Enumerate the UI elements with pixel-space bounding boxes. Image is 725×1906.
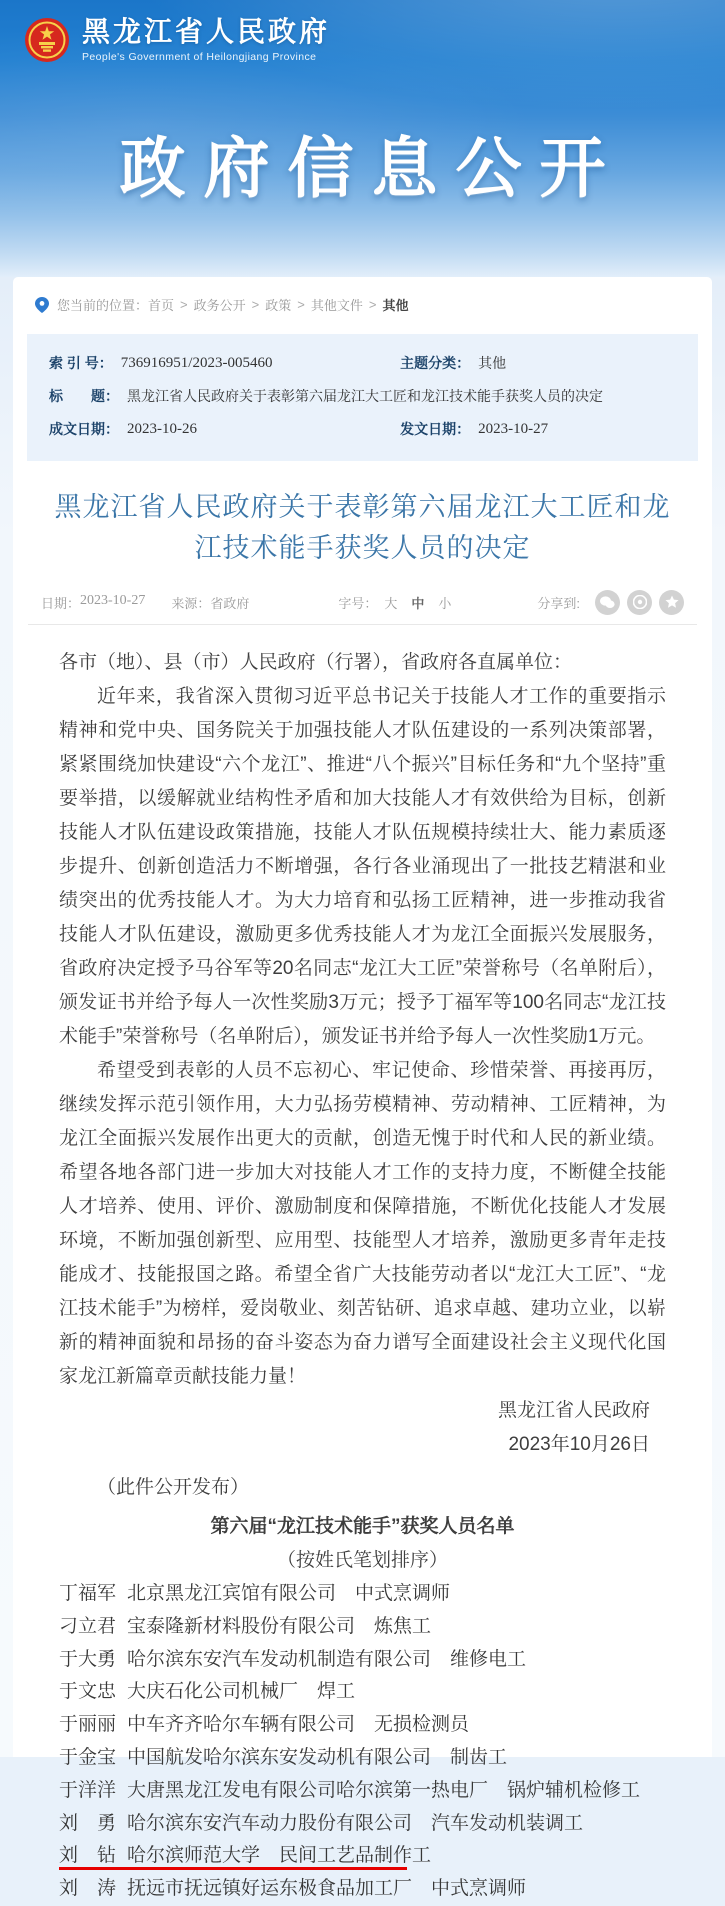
awardee-company: 中车齐齐哈尔车辆有限公司 (127, 1714, 356, 1736)
awardee-job: 中式烹调师 (355, 1583, 451, 1604)
list-item (59, 1644, 666, 1677)
share-weibo-icon[interactable] (627, 590, 652, 615)
awardee-company: 北京黑龙江宾馆有限公司 (127, 1583, 337, 1604)
source-label: 来源： (171, 595, 211, 611)
list-item (59, 1775, 666, 1808)
awardee-company: 哈尔滨东安汽车发动机制造有限公司 (127, 1648, 432, 1670)
awardee-company: 哈尔滨师范大学 (127, 1845, 261, 1867)
awardee-name: 于文忠 (59, 1681, 117, 1703)
index-number-label: 索 引 号： (49, 355, 113, 371)
breadcrumb-separator: > (251, 297, 260, 312)
awardee-job: 汽车发动机装调工 (431, 1812, 584, 1834)
fontsize-label: 字号： (338, 595, 378, 611)
site-name-english: People's Government of Heilongjiang Province (82, 51, 317, 63)
list-item (59, 1611, 666, 1644)
doc-title-label: 标 题： (49, 388, 119, 404)
awardee-name: 于大勇 (59, 1648, 117, 1670)
breadcrumb-item-zhengce[interactable]: 政策 (265, 298, 292, 313)
breadcrumb (13, 295, 712, 314)
public-release-note: （此件公开发布） (97, 1477, 250, 1498)
fontsize-small-button[interactable]: 小 (438, 595, 452, 611)
list-item (59, 1578, 666, 1611)
awardee-job: 炼焦工 (374, 1615, 432, 1637)
date-label: 日期： (41, 595, 81, 611)
awardee-name: 于丽丽 (59, 1714, 117, 1736)
breadcrumb-item-qitawenjian[interactable]: 其他文件 (310, 298, 363, 313)
awardee-job: 焊工 (317, 1681, 356, 1703)
awardee-company: 大唐黑龙江发电有限公司哈尔滨第一热电厂 (127, 1779, 489, 1801)
fontsize-medium-button[interactable]: 中 (411, 595, 425, 611)
signature-date: 2023年10月26日 (508, 1434, 650, 1455)
awardee-name: 刘 钻 (59, 1845, 117, 1867)
national-emblem-logo (24, 17, 70, 63)
site-header[interactable] (0, 0, 725, 63)
red-underline-marker (59, 1867, 407, 1870)
award-list-subtitle: （按姓氏笔划排序） (276, 1550, 448, 1571)
list-item (59, 1742, 666, 1775)
awardee-company: 大庆石化公司机械厂 (127, 1681, 299, 1703)
awardee-job: 锅炉辅机检修工 (507, 1779, 641, 1801)
breadcrumb-item-home[interactable]: 首页 (148, 298, 175, 313)
awardee-job: 制齿工 (450, 1746, 508, 1768)
list-item-highlighted (59, 1840, 666, 1873)
share-label: 分享到: (537, 595, 580, 611)
breadcrumb-current: 其他 (382, 298, 409, 313)
fontsize-large-button[interactable]: 大 (384, 595, 398, 611)
topic-category-value: 其他 (478, 355, 507, 371)
awardee-company: 中国航发哈尔滨东安发动机有限公司 (127, 1746, 432, 1768)
written-date-label: 成文日期： (49, 421, 119, 437)
list-item (59, 1873, 666, 1906)
written-date-value: 2023-10-26 (127, 421, 197, 437)
awardee-job: 无损检测员 (374, 1714, 470, 1736)
awardee-company: 宝泰隆新材料股份有限公司 (127, 1615, 356, 1637)
signature-issuer: 黑龙江省人民政府 (497, 1400, 650, 1421)
awardee-list (13, 1578, 712, 1906)
page-header (0, 0, 725, 277)
site-name: 黑龙江省人民政府 (82, 16, 331, 47)
breadcrumb-separator: > (368, 297, 377, 312)
breadcrumb-prefix: 您当前的位置： (57, 298, 149, 313)
awardee-name: 于金宝 (59, 1746, 117, 1768)
breadcrumb-item-zhengwu[interactable]: 政务公开 (193, 298, 246, 313)
banner-title: 政府信息公开 (119, 131, 624, 205)
paragraph: 希望受到表彰的人员不忘初心、牢记使命、珍惜荣誉、再接再厉，继续发挥示范引领作用，大力弘扬劳模精神、劳动精神、工匠精神，为龙江全面振兴发展作出更大的贡献，创造无愧于时代和人民的新业绩。希望各地各部门进一步加大对技能人才工作的支持力度，不断健全技能人才培养、使用、评价、激励制度和保障措施，不断优化技能人才发展环境，不断加强创新型、应用型、技能型人才培养，激励更多青年走技能成才、技能报国之路。希望全省广大技能劳动者以“龙江大工匠”、“龙江技术能手”为榜样，爱岗敬业、刻苦钻研、追求卓越、建功立业，以崭新的精神面貌和昂扬的奋斗姿态为奋力谱写全面建设社会主义现代化国家龙江新篇章贡献技能力量！ (59, 1060, 666, 1387)
index-number-value: 736916951/2023-005460 (120, 355, 273, 371)
date-value: 2023-10-27 (80, 592, 146, 608)
awardee-name: 于洋洋 (59, 1779, 117, 1801)
article-meta-bar (41, 589, 684, 615)
breadcrumb-separator: > (297, 297, 305, 312)
publish-date-label: 发文日期： (400, 421, 471, 437)
awardee-job: 中式烹调师 (431, 1878, 527, 1900)
article-body (13, 625, 712, 1578)
source-value: 省政府 (210, 595, 250, 611)
awardee-name: 丁福军 (59, 1583, 117, 1604)
doc-title-value: 黑龙江省人民政府关于表彰第六届龙江大工匠和龙江技术能手获奖人员的决定 (127, 388, 603, 404)
list-item (59, 1676, 666, 1709)
awardee-company: 抚远市抚远镇好运东极食品加工厂 (127, 1878, 413, 1900)
award-list-title: 第六届“龙江技术能手”获奖人员名单 (210, 1516, 515, 1537)
content-wrap (0, 277, 725, 1900)
location-pin-icon (35, 297, 49, 313)
publish-date-value: 2023-10-27 (478, 421, 549, 437)
awardee-job: 民间工艺品制作工 (279, 1845, 432, 1867)
awardee-job: 维修电工 (450, 1648, 527, 1670)
topic-category-label: 主题分类： (400, 355, 471, 371)
share-favorite-icon[interactable] (659, 590, 684, 615)
salutation: 各市（地）、县（市）人民政府（行署），省政府各直属单位： (59, 652, 573, 673)
awardee-name: 刘 勇 (59, 1812, 117, 1834)
awardee-company: 哈尔滨东安汽车动力股份有限公司 (127, 1812, 413, 1834)
awardee-name: 刁立君 (59, 1615, 117, 1637)
breadcrumb-separator: > (180, 297, 188, 312)
list-item (59, 1808, 666, 1841)
page-title: 黑龙江省人民政府关于表彰第六届龙江大工匠和龙江技术能手获奖人员的决定 (54, 492, 671, 563)
document-metadata-box (27, 334, 698, 461)
content-panel (13, 277, 712, 1900)
paragraph: 近年来，我省深入贯彻习近平总书记关于技能人才工作的重要指示精神和党中央、国务院关于加强技能人才队伍建设的一系列决策部署，紧紧围绕加快建设“六个龙江”、推进“八个振兴”目标任务和“九个坚持”重要举措，以缓解就业结构性矛盾和加大技能人才有效供给为目标，创新技能人才队伍建设政策措施，技能人才队伍规模持续壮大、能力素质逐步提升、创新创造活力不断增强，各行各业涌现出了一批技艺精湛和业绩突出的优秀技能人才。为大力培育和弘扬工匠精神，进一步推动我省技能人才队伍建设，激励更多优秀技能人才为龙江全面振兴发展服务，省政府决定授予马谷军等20名同志“龙江大工匠”荣誉称号（名单附后），颁发证书并给予每人一次性奖励3万元；授予丁福军等100名同志“龙江技术能手”荣誉称号（名单附后），颁发证书并给予每人一次性奖励1万元。 (59, 686, 666, 1047)
share-wechat-icon[interactable] (595, 590, 620, 615)
list-item (59, 1709, 666, 1742)
awardee-name: 刘 涛 (59, 1878, 117, 1900)
